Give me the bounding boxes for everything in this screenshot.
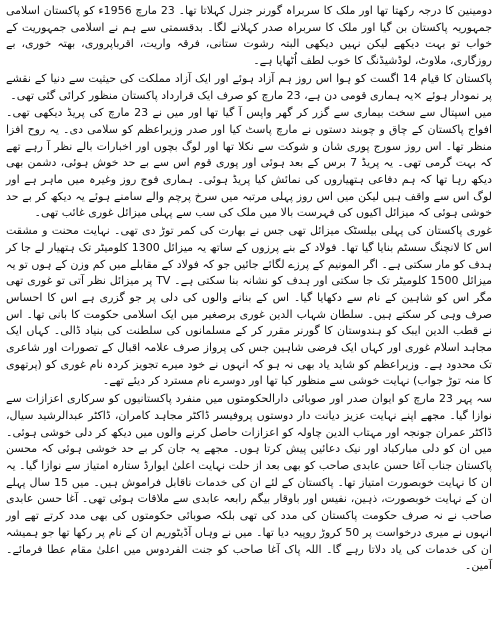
paragraph-civil-awards: سہ پہر 23 مارچ کو ایوان صدر اور صوبائی دارالحکومتوں میں منفرد پاکستانیوں کو سرکاری اعزازات سے نوازا گیا۔ مجھے اپنے نہایت عزیز دیانت دار دوستوں پروفیسر ڈاکٹر مجاہد کامران، ڈاکٹر عبدالرشید سیال، ڈاکٹر عمران جونجہ اور مہتاب الدین چاولہ کو اعزازات حاصل کرنے والوں میں دیکھ کر دلی خوشی ہوئی۔ میں ان کو دلی مبارکباد اور نیک دعائیں پیش کرتا ہوں۔ مجھے یہ جان کر بے حد خوشی ہوئی کہ محسن پاکستان جناب آغا حسن عابدی صاحب کو بھی بعد از حلت نہایت اعلیٰ ایوارڈ ستارہ امتیاز سے نوازا گیا۔ یہ ان کا نہایت خوبصورت امتیاز تھا۔ پاکستان کے لئے ان کی خدمات ناقابل فراموش ہیں۔ میں 15 سال پہلے ان کے نہایت خوبصورت، ذہین، نفیس اور باوقار بیگم رابعہ عابدی سے ملاقات ہوئی تھی۔ آغا حسن عابدی صاحب نے نہ صرف حکومت پاکستان کی مدد کی تھی بلکہ صوبائی حکومتوں کی بھی مدد کرتے تھے اور انہوں نے میری درخواست پر 50 کروڑ روپیہ دیا تھا۔ میں نے وہاں آڈیٹوریم ان کے نام پر رکھا تھا جو ہمیشہ ان کی خدمات کی یاد دلاتا رہے گا۔ اللہ پاک آغا صاحب کو جنت الفردوس میں اعلیٰ مقام عطا فرمائے۔ آمین۔ bbox=[6, 392, 492, 573]
paragraph-independence-day: پاکستان کا قیام 14 اگست کو ہوا اس روز ہم آزاد ہوئے اور ایک آزاد مملکت کی حیثیت سے دنیا کے نقشے پر نمودار ہوئے ×یہ ہماری قومی دن ہے، 23 مارچ کو صرف ایک قرارداد پاکستان منظور کرائی گئی تھی۔ bbox=[6, 71, 492, 102]
paragraph-ghauri-missile: غوری پاکستان کی پہلی بیلسٹک میزائل تھی جس نے بھارت کی کمر توڑ دی تھی۔ نہایت محنت و مشقت اس کا لانچنگ سسٹم بنایا گیا تھا۔ فولاد کے بنے پرزوں کے ساتھ یہ میزائل 1300 کلومیٹر تک ہتھیار لے جا کر ہدف کو مار سکتی ہے۔ اگر المونیم کے پرزے لگائے جائیں جو کہ فولاد کے مقابلے میں کم وزن کے ہوں تو یہ میزائل 1500 کلومیٹر تک جا سکتی اور ہدف کو نشانہ بنا سکتی ہے۔ TV پر میزائل نظر آتی تو غوری تھی مگر اس کو شاہین کے نام سے دکھایا گیا۔ اس کے بنانے والوں کی دلی پر جو گزری ہے اس کا احساس صرف وہی کر سکتے ہیں۔ سلطان شہاب الدین غوری برصغیر میں ایک اسلامی حکومت کا بانی تھا۔ اس نے قطب الدین ایبک کو ہندوستان کا گورنر مقرر کر کے مسلمانوں کی سلطنت کی بنیاد ڈالی۔ کہاں ایک مجاہد اسلام غوری اور کہاں ایک فرضی شاہین جس کی پرواز صرف علامہ اقبال کے تصورات اور شاعری تک محدود ہے۔ وزیراعظم کو شاید یاد بھی نہ ہو کہ انہوں نے خود میرے تجویز کردہ نام غوری کو (پرتھوی کا منہ توڑ جواب) نہایت خوشی سے منظور کیا تھا اور دوسرے نام مسترد کر دیئے تھے۔ bbox=[6, 224, 492, 388]
paragraph-parade: میں اسپتال سے سخت بیماری سے گزر کر گھر واپس آ گیا تھا اور میں نے 23 مارچ کی پریڈ دیکھی تھی۔ افواج پاکستان کے چاق و چوبند دستوں نے مارچ پاسٹ کیا اور صدر وزیراعظم کو سلامی دی۔ یہ روح افزا منظر تھا۔ اس روز سورج پوری شان و شوکت سے نکلا تھا اور لوگ بچوں اور اخبارات بالے نظر آ رہے تھے کہ بہت گرمی تھی۔ یہ پریڈ 7 برس کے بعد ہوئی اور پوری قوم اس سے بے حد خوش ہوئی، دشمن بھی دیکھ رہا تھا کہ ہم دفاعی ہتھیاروں کی نمائش کیا پریڈ ہوئی۔ ہماری فوج روز وغیرہ میں ماہر ہے اور لوگ اس سے واقف ہیں لیکن میں اس روز پہلی مرتبہ میں سرخ پرچم والے سامنے ہوئے یہ دیکھ کر بے حد خوشی ہوئی کہ میزائل اکیوں کی فہرست بالا میں ملک کی سب سے پہلی میزائل غوری غائب تھی۔ bbox=[6, 106, 493, 220]
paragraph-republic-history: دومینین کا درجہ رکھتا تھا اور ملک کا سربراہ گورنر جنرل کہلاتا تھا۔ 23 مارچ 1956ء کو پاکستان اسلامی جمہوریہ پاکستان بن گیا اور ملک کا سربراہ صدر کہلانے لگا۔ بدقسمتی سے ہم نے اسلامی جمہوریت کے خواب تو بہت دیکھے لیکن نہیں دیکھی البتہ رشوت ستانی، فرقہ واریت، اقرباپروری، بھتہ خوری، بے روزگاری، ملاوٹ، لوڈشیڈنگ کا خوب لطف اُٹھایا ہے۔ bbox=[6, 4, 492, 68]
